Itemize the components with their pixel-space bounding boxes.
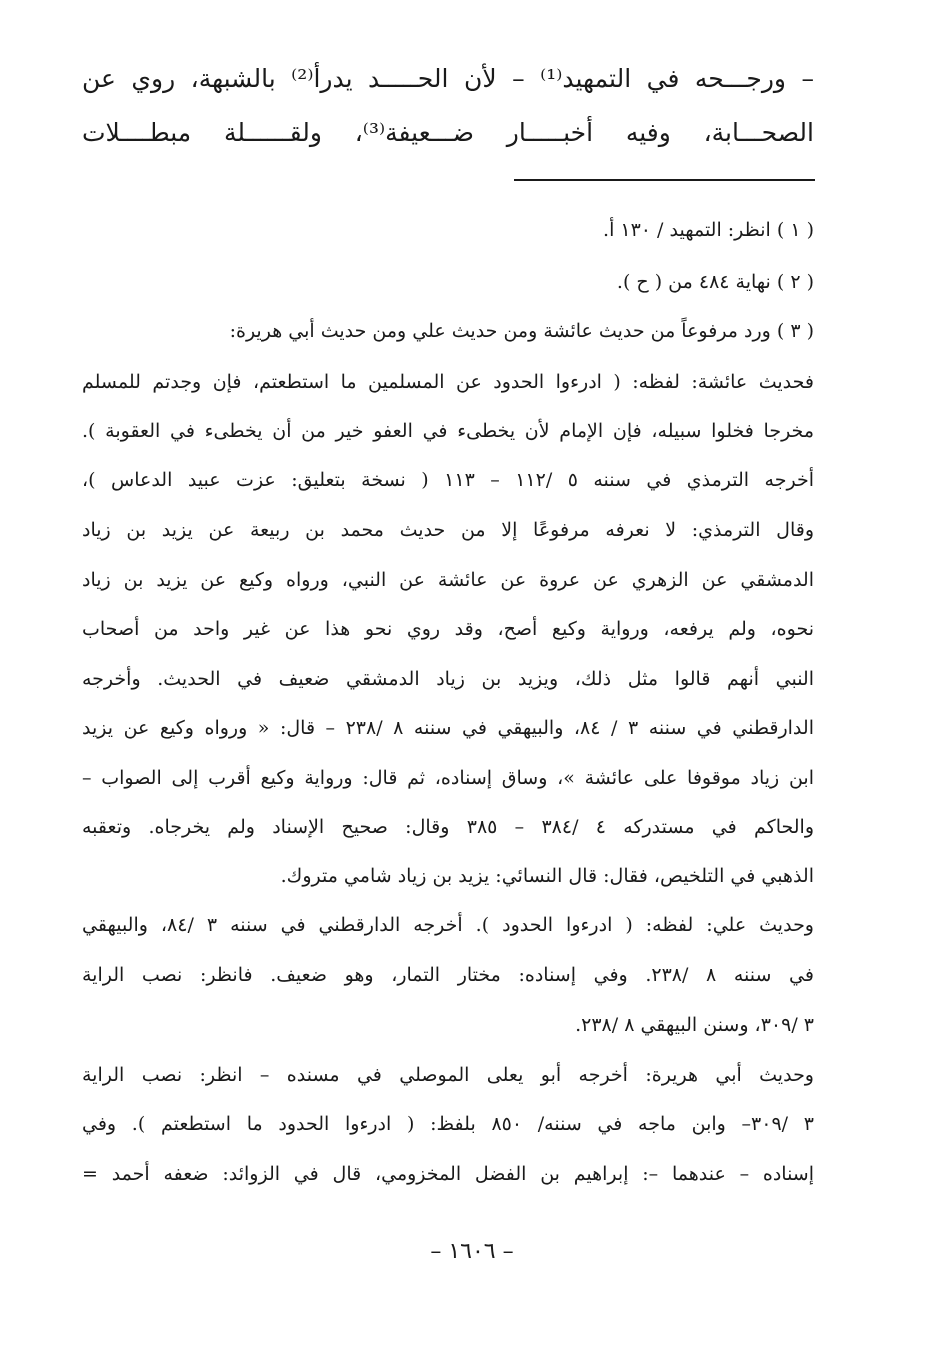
footnote-line: ابن زياد موقوفا على عائشة »، وساق إسناده، ثم قال: ورواية وكيع أقرب إلى الصواب – bbox=[82, 767, 814, 789]
footnote-line: فحديث عائشة: لفظه: ( ادرءوا الحدود عن المسلمين ما استطعتم، فإن وجدتم للمسلم bbox=[82, 371, 814, 393]
body-line-2: الصحـــابة، وفيه أخبـــــار ضـــعيفة⁽³⁾، ولقــــــلة مبطــــلات bbox=[82, 118, 814, 147]
footnote-line: ٣ /٣٠٩– وابن ماجه في سننه/ ٨٥٠ بلفظ: ( ادرءوا الحدود ما استطعتم ). وفي bbox=[82, 1113, 814, 1135]
footnote-line: وقال الترمذي: لا نعرفه مرفوعًا إلا من حديث محمد بن ربيعة عن يزيد بن زياد bbox=[82, 519, 814, 541]
footnote-line: مخرجا فخلوا سبيله، فإن الإمام لأن يخطىء في العفو خير من أن يخطىء في العقوبة ). bbox=[82, 420, 814, 442]
footnote-line: في سننه ٨ /٢٣٨. وفي إسناده: مختار التمار، وهو ضعيف. فانظر: نصب الراية bbox=[82, 964, 814, 986]
footnote-line: الذهبي في التلخيص، فقال: قال النسائي: يزيد بن زياد شامي متروك. bbox=[280, 865, 814, 887]
page-number: – ١٦٠٦ – bbox=[430, 1239, 514, 1264]
footnote-separator bbox=[514, 179, 815, 181]
footnote-line: أخرجه الترمذي في سننه ٥ /١١٢ – ١١٣ ( نسخة بتعليق: عزت عبيد الدعاس )، bbox=[82, 469, 814, 491]
footnote-line: والحاكم في مستدركه ٤ /٣٨٤ – ٣٨٥ وقال: صحيح الإسناد ولم يخرجاه. وتعقبه bbox=[82, 816, 814, 838]
footnote-1: ( ١ ) انظر: التمهيد / ١٣٠ أ. bbox=[603, 219, 814, 241]
footnote-line: النبي أنهم قالوا مثل ذلك، ويزيد بن زياد الدمشقي ضعيف في الحديث. وأخرجه bbox=[82, 668, 814, 690]
footnote-line: الدارقطني في سننه ٣ / ٨٤، والبيهقي في سننه ٨ /٢٣٨ – قال: « ورواه وكيع عن يزيد bbox=[82, 717, 814, 739]
footnote-line: نحوه، ولم يرفعه، ورواية وكيع أصح، وقد روي نحو هذا عن غير واحد من أصحاب bbox=[82, 618, 814, 640]
footnote-2: ( ٢ ) نهاية ٤٨٤ من ( ح ). bbox=[616, 271, 814, 293]
footnote-line: الدمشقي عن الزهري عن عروة عن عائشة عن النبي، ورواه وكيع عن يزيد بن زياد bbox=[82, 569, 814, 591]
footnote-line: وحديث علي: لفظه: ( ادرءوا الحدود ). أخرجه الدارقطني في سننه ٣ /٨٤، والبيهقي bbox=[82, 914, 814, 936]
footnote-line: ٣ /٣٠٩، وسنن البيهقي ٨ /٢٣٨. bbox=[575, 1014, 814, 1036]
footnote-line: وحديث أبي هريرة: أخرجه أبو يعلى الموصلي في مسنده – انظر: نصب الراية bbox=[82, 1064, 814, 1086]
footnote-3: ( ٣ ) ورد مرفوعاً من حديث عائشة ومن حديث علي ومن حديث أبي هريرة: bbox=[229, 320, 814, 342]
footnote-line: إسناده – عندهما –: إبراهيم بن الفضل المخزومي، قال في الزوائد: ضعفه أحمد = bbox=[82, 1163, 814, 1185]
body-line-1: – ورجـــحه في التمهيد⁽¹⁾ – لأن الحـــــد يدرأ⁽²⁾ بالشبهة، روي عن bbox=[82, 64, 814, 93]
